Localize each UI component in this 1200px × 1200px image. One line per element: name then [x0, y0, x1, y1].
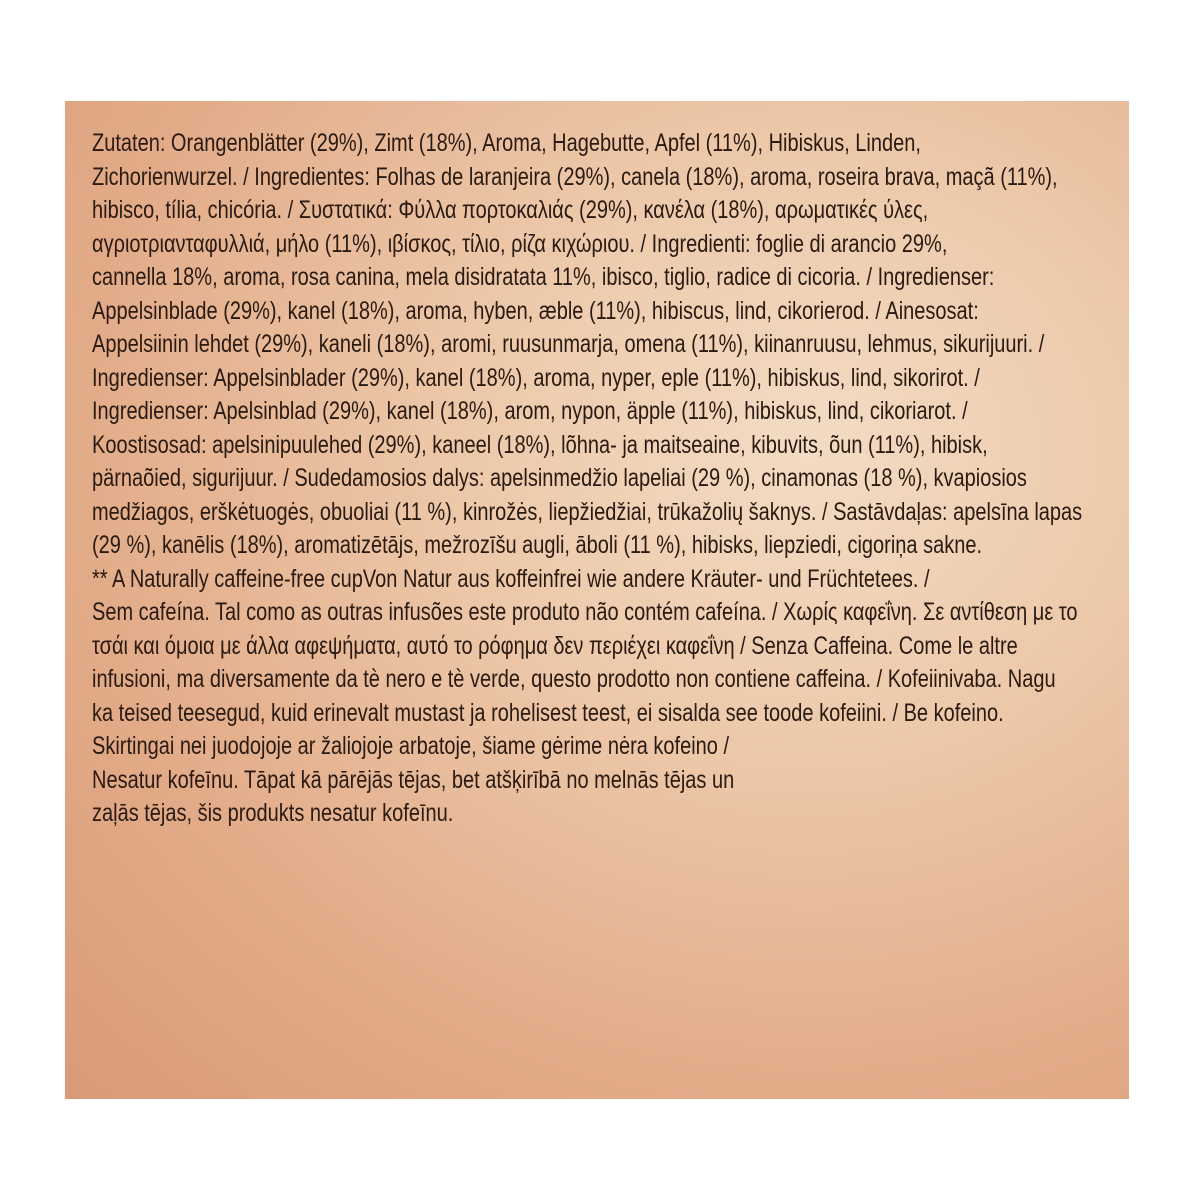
- text-line-9: Ingredienser: Apelsinblad (29%), kanel (18%), arom, nypon, äpple (11%), hibiskus, lind, cikoriarot. /: [92, 397, 968, 425]
- text-line-8: Ingredienser: Appelsinblader (29%), kanel (18%), aroma, nyper, eple (11%), hibiskus, lind, sikorirot. /: [92, 363, 980, 392]
- ingredients-label-panel: [65, 101, 1129, 1099]
- text-line-1: Zutaten: Orangenblätter (29%), Zimt (18%), Aroma, Hagebutte, Apfel (11%), Hibiskus, Linden,: [92, 129, 921, 157]
- text-line-19: Skirtingai nei juodojoje ar žaliojoje arbatoje, šiame gėrime nėra kofeino /: [92, 732, 730, 760]
- text-line-3: hibisco, tília, chicória. / Συστατικά: Φύλλα πορτοκαλιάς (29%), κανέλα (18%), αρωματικές ύλες,: [92, 196, 929, 224]
- text-line-16: τσάι και όμοια με άλλα αφεψήματα, αυτό το ρόφημα δεν περιέχει καφεΐνη / Senza Caffeina. Come le altre: [92, 631, 1018, 660]
- text-line-14: ** A Naturally caffeine-free cupVon Natur aus koffeinfrei wie andere Kräuter- und Früchtetees. /: [92, 564, 930, 593]
- text-line-15: Sem cafeína. Tal como as outras infusões este produto não contém cafeína. / Χωρίς καφεΐνη. Σε αντίθεση με το: [92, 598, 1078, 626]
- text-line-5: cannella 18%, aroma, rosa canina, mela disidratata 11%, ibisco, tiglio, radice di cicoria. / Ingredienser:: [92, 263, 995, 291]
- text-line-13: (29 %), kanēlis (18%), aromatizētājs, mežrozīšu augli, āboli (11 %), hibisks, liepziedi, cigoriņa sakne.: [92, 531, 983, 559]
- text-line-10: Koostisosad: apelsinipuulehed (29%), kaneel (18%), lõhna- ja maitseaine, kibuvits, õun (11%), hibisk,: [92, 430, 988, 459]
- ingredients-text-block: [92, 127, 1083, 831]
- text-line-7: Appelsiinin lehdet (29%), kaneli (18%), aromi, ruusunmarja, omena (11%), kiinanruusu, lehmus, sikurijuuri. /: [92, 330, 1045, 358]
- text-line-4: αγριοτριανταφυλλιά, μήλο (11%), ιβίσκος, τίλιο, ρίζα κιχώριου. / Ingredienti: foglie di arancio 29%,: [92, 229, 948, 258]
- text-line-18: ka teised teesegud, kuid erinevalt mustast ja rohelisest teest, ei sisalda see toode kofeiini. / Be kofeino.: [92, 698, 1004, 727]
- text-line-20: Nesatur kofeīnu. Tāpat kā pārējās tējas, bet atšķirībā no melnās tējas un: [92, 765, 735, 794]
- text-line-11: pärnaõied, sigurijuur. / Sudedamosios dalys: apelsinmedžio lapeliai (29 %), cinamonas (18 %), kvapiosios: [92, 464, 1027, 492]
- text-line-12: medžiagos, erškėtuogės, obuoliai (11 %), kinrožės, liepžiedžiai, trūkažolių šaknys. / Sastāvdaļas: apelsīna lapas: [92, 497, 1083, 526]
- text-line-21: zaļās tējas, šis produkts nesatur kofeīnu.: [92, 799, 454, 827]
- text-line-6: Appelsinblade (29%), kanel (18%), aroma, hyben, æble (11%), hibiscus, lind, cikorierod. / Ainesosat:: [92, 296, 979, 325]
- text-line-2: Zichorienwurzel. / Ingredientes: Folhas de laranjeira (29%), canela (18%), aroma, roseira brava, maçã (11%),: [92, 162, 1058, 191]
- text-line-17: infusioni, ma diversamente da tè nero e tè verde, questo prodotto non contiene caffeina. / Kofeiinivaba. Nagu: [92, 665, 1056, 693]
